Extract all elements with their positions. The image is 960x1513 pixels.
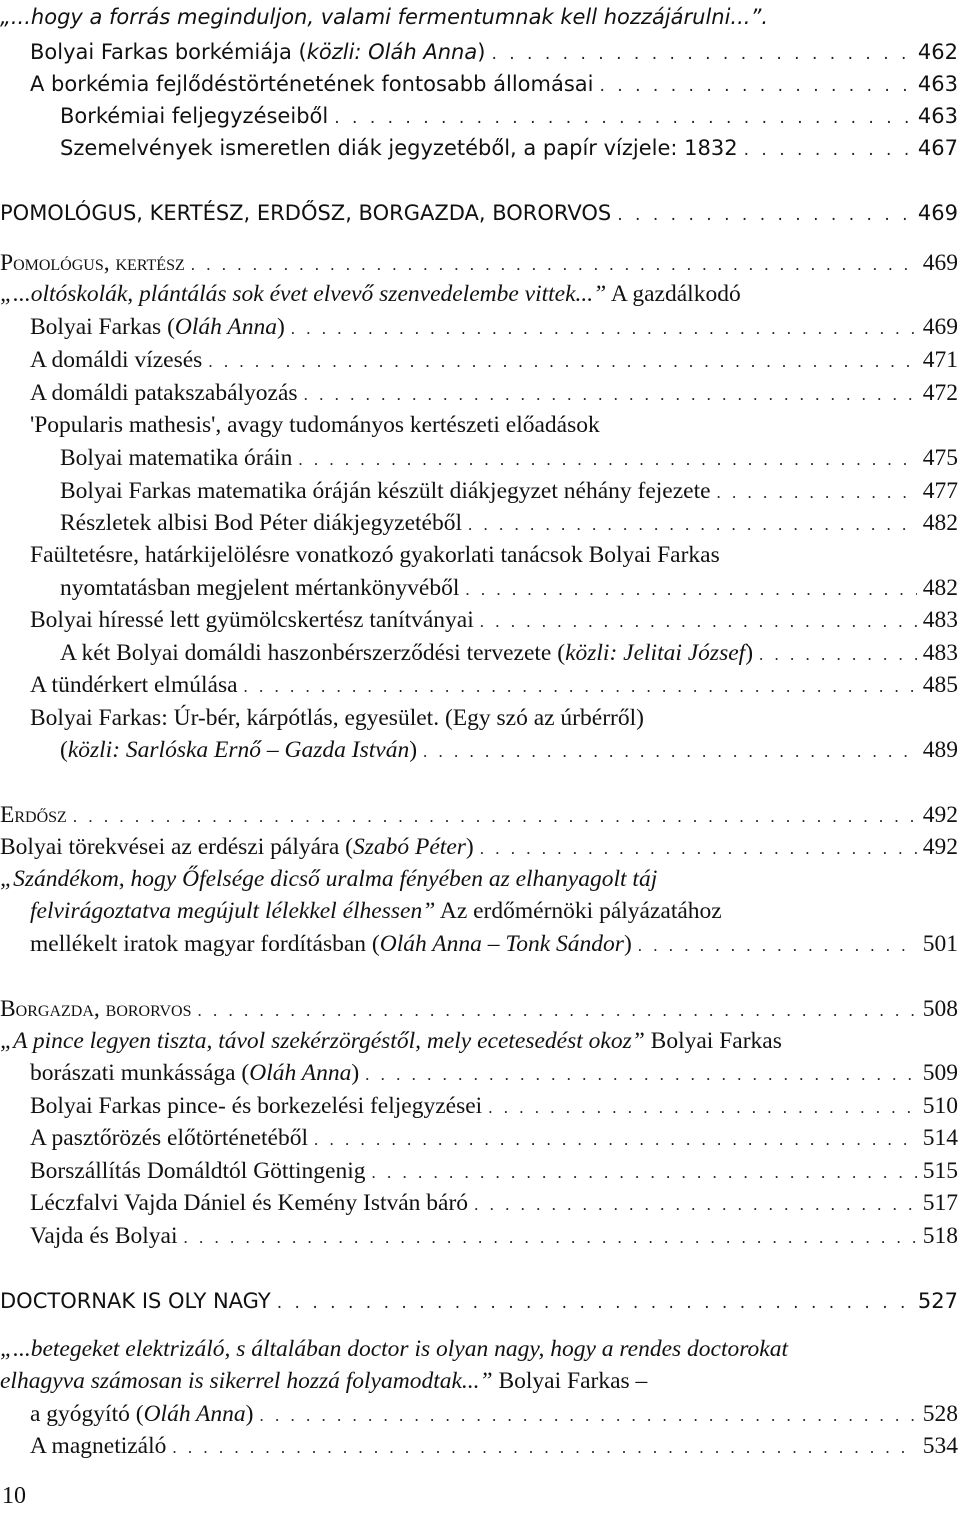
dot-leader: [277, 1288, 912, 1318]
entry-title: borászati munkássága (Oláh Anna): [30, 1060, 360, 1086]
entry-page-number: 463: [917, 72, 958, 96]
entry-title: Vajda és Bolyai: [30, 1223, 178, 1249]
entry-page-number: 472: [922, 380, 958, 406]
toc-entry: [0, 670, 958, 700]
toc-entry-text: [0, 2, 960, 32]
toc-entry: [0, 133, 958, 163]
entry-title: Bolyai Farkas: Úr-bér, kárpótlás, egyesület. (Egy szó az úrbérről): [30, 705, 644, 731]
entry-page-number: 492: [922, 834, 958, 860]
toc-entry: [0, 573, 958, 603]
toc-entry-text: [0, 1026, 960, 1056]
entry-page-number: 475: [922, 445, 958, 471]
dot-leader: [488, 1093, 917, 1123]
dot-leader: [423, 737, 917, 767]
toc-entry-text: [0, 1334, 960, 1364]
dot-leader: [334, 103, 912, 133]
entry-page-number: 515: [922, 1158, 958, 1184]
toc-entry: [0, 69, 958, 99]
entry-page-number: 463: [917, 104, 958, 128]
entry-page-number: 518: [922, 1223, 958, 1249]
dot-leader: [291, 314, 917, 344]
dot-leader: [365, 1060, 917, 1090]
entry-title: Borszállítás Domáldtól Göttingenig: [30, 1158, 366, 1184]
toc-entry: [0, 248, 958, 278]
entry-title: felvirágoztatva megújult lélekkel élhessen” Az erdőmérnöki pályázatához: [30, 898, 722, 924]
toc-entry-text: [0, 540, 960, 570]
entry-page-number: 469: [922, 250, 958, 276]
toc-entry: [0, 37, 958, 67]
entry-title: mellékelt iratok magyar fordításban (Oláh Anna – Tonk Sándor): [30, 931, 632, 957]
entry-page-number: 469: [917, 201, 958, 225]
entry-title: nyomtatásban megjelent mértankönyvéből: [60, 575, 460, 601]
dot-leader: [465, 575, 916, 605]
toc-entry-text: [0, 896, 960, 926]
entry-title: „...betegeket elektrizáló, s általában doctor is olyan nagy, hogy a rendes doctorokat: [0, 1336, 788, 1362]
entry-title: Léczfalvi Vajda Dániel és Kemény István báró: [30, 1190, 469, 1216]
entry-page-number: 489: [922, 737, 958, 763]
toc-entry-text: [0, 410, 960, 440]
entry-page-number: 527: [917, 1289, 958, 1313]
dot-leader: [617, 200, 912, 230]
toc-entry-text: [0, 1366, 960, 1396]
entry-title: Bolyai Farkas matematika óráján készült diákjegyzet néhány fejezete: [60, 478, 711, 504]
entry-page-number: 508: [922, 996, 958, 1022]
dot-leader: [491, 39, 911, 69]
entry-page-number: 469: [922, 314, 958, 340]
entry-title: A domáldi patakszabályozás: [30, 380, 298, 406]
entry-title: Faültetésre, határkijelölésre vonatkozó gyakorlati tanácsok Bolyai Farkas: [30, 542, 720, 568]
toc-entry: [0, 476, 958, 506]
toc-entry: [0, 832, 958, 862]
dot-leader: [304, 380, 917, 410]
dot-leader: [371, 1158, 916, 1188]
toc-entry: [0, 1156, 958, 1186]
entry-page-number: 534: [922, 1433, 958, 1459]
entry-title: (közli: Sarlóska Ernő – Gazda István): [60, 737, 418, 763]
entry-title: Bolyai Farkas borkémiája (közli: Oláh Anna): [30, 40, 486, 64]
entry-page-number: 501: [922, 931, 958, 957]
toc-entry: [0, 1188, 958, 1218]
entry-title: „Szándékom, hogy Őfelsége dicső uralma fényében az elhanyagolt táj: [0, 866, 658, 892]
dot-leader: [298, 445, 916, 475]
dot-leader: [480, 834, 917, 864]
entry-title: Borkémiai feljegyzéseiből: [60, 104, 329, 128]
entry-title: elhagyva számosan is sikerrel hozzá folyamodtak...” Bolyai Farkas –: [0, 1368, 648, 1394]
toc-entry: [0, 508, 958, 538]
dot-leader: [600, 71, 912, 101]
entry-page-number: 462: [917, 40, 958, 64]
dot-leader: [744, 135, 912, 165]
dot-leader: [172, 1433, 916, 1463]
entry-title: „...oltóskolák, plántálás sok évet elvevő szenvedelembe vittek...” A gazdálkodó: [0, 281, 741, 307]
entry-page-number: 471: [922, 347, 958, 373]
entry-title: A tündérkert elmúlása: [30, 672, 238, 698]
toc-entry: [0, 1431, 958, 1461]
toc-entry: [0, 994, 958, 1024]
dot-leader: [638, 931, 917, 961]
toc-entry: [0, 312, 958, 342]
entry-title: a gyógyító (Oláh Anna): [30, 1401, 254, 1427]
entry-title: A magnetizáló: [30, 1433, 167, 1459]
entry-title: Bolyai törekvései az erdészi pályára (Szabó Péter): [0, 834, 474, 860]
entry-title: Részletek albisi Bod Péter diákjegyzetéből: [60, 510, 462, 536]
entry-page-number: 485: [922, 672, 958, 698]
entry-page-number: 482: [922, 575, 958, 601]
entry-page-number: 528: [922, 1401, 958, 1427]
entry-title: Bolyai híressé lett gyümölcskertész tanítványai: [30, 607, 474, 633]
entry-page-number: 517: [922, 1190, 958, 1216]
entry-title: A borkémia fejlődéstörténetének fontosabb állomásai: [30, 72, 594, 96]
dot-leader: [759, 640, 917, 670]
toc-entry: [0, 638, 958, 668]
entry-title: „...hogy a forrás meginduljon, valami fermentumnak kell hozzájárulni...”.: [0, 5, 769, 29]
entry-page-number: 483: [922, 607, 958, 633]
page-number: 10: [2, 1483, 26, 1509]
dot-leader: [259, 1401, 916, 1431]
dot-leader: [198, 996, 917, 1026]
entry-title: Bolyai Farkas (Oláh Anna): [30, 314, 285, 340]
dot-leader: [191, 250, 917, 280]
toc-entry: [0, 1058, 958, 1088]
toc-entry: [0, 1399, 958, 1429]
entry-title: A pasztőrözés előtörténetéből: [30, 1125, 308, 1151]
toc-entry: [0, 1091, 958, 1121]
dot-leader: [314, 1125, 917, 1155]
entry-page-number: 482: [922, 510, 958, 536]
dot-leader: [717, 478, 917, 508]
entry-page-number: 483: [922, 640, 958, 666]
toc-entry: [0, 443, 958, 473]
toc-entry: [0, 800, 958, 830]
entry-title: Erdősz: [0, 802, 67, 828]
toc-entry: [0, 929, 958, 959]
toc-entry: [0, 1123, 958, 1153]
dot-leader: [208, 347, 916, 377]
entry-title: A két Bolyai domáldi haszonbérszerződési tervezete (közli: Jelitai József): [60, 640, 754, 666]
entry-title: 'Popularis mathesis', avagy tudományos kertészeti előadások: [30, 412, 600, 438]
toc-entry: [0, 101, 958, 131]
toc-entry-text: [0, 864, 960, 894]
dot-leader: [184, 1223, 917, 1253]
toc-entry: [0, 735, 958, 765]
entry-title: Szemelvények ismeretlen diák jegyzetéből, a papír vízjele: 1832: [60, 136, 738, 160]
entry-title: A domáldi vízesés: [30, 347, 203, 373]
dot-leader: [474, 1190, 917, 1220]
toc-entry: [0, 198, 958, 228]
dot-leader: [244, 672, 917, 702]
entry-page-number: 514: [922, 1125, 958, 1151]
toc-entry-text: [0, 703, 960, 733]
entry-page-number: 509: [922, 1060, 958, 1086]
entry-title: DOCTORNAK IS OLY NAGY: [0, 1289, 271, 1313]
entry-title: POMOLÓGUS, KERTÉSZ, ERDŐSZ, BORGAZDA, BORORVOS: [0, 201, 612, 225]
dot-leader: [73, 802, 917, 832]
toc-entry: [0, 1221, 958, 1251]
entry-title: Bolyai matematika óráin: [60, 445, 293, 471]
entry-title: Pomológus, kertész: [0, 250, 185, 276]
entry-title: Bolyai Farkas pince- és borkezelési feljegyzései: [30, 1093, 483, 1119]
toc-entry: [0, 605, 958, 635]
entry-page-number: 492: [922, 802, 958, 828]
toc-entry-text: [0, 279, 960, 309]
toc-entry: [0, 378, 958, 408]
toc-entry: [0, 1286, 958, 1316]
entry-title: „A pince legyen tiszta, távol szekérzörgéstől, mely ecetesedést okoz” Bolyai Farkas: [0, 1028, 782, 1054]
toc-entry: [0, 345, 958, 375]
entry-title: Borgazda, bororvos: [0, 996, 192, 1022]
entry-page-number: 477: [922, 478, 958, 504]
dot-leader: [468, 510, 917, 540]
dot-leader: [480, 607, 917, 637]
entry-page-number: 467: [917, 136, 958, 160]
entry-page-number: 510: [922, 1093, 958, 1119]
